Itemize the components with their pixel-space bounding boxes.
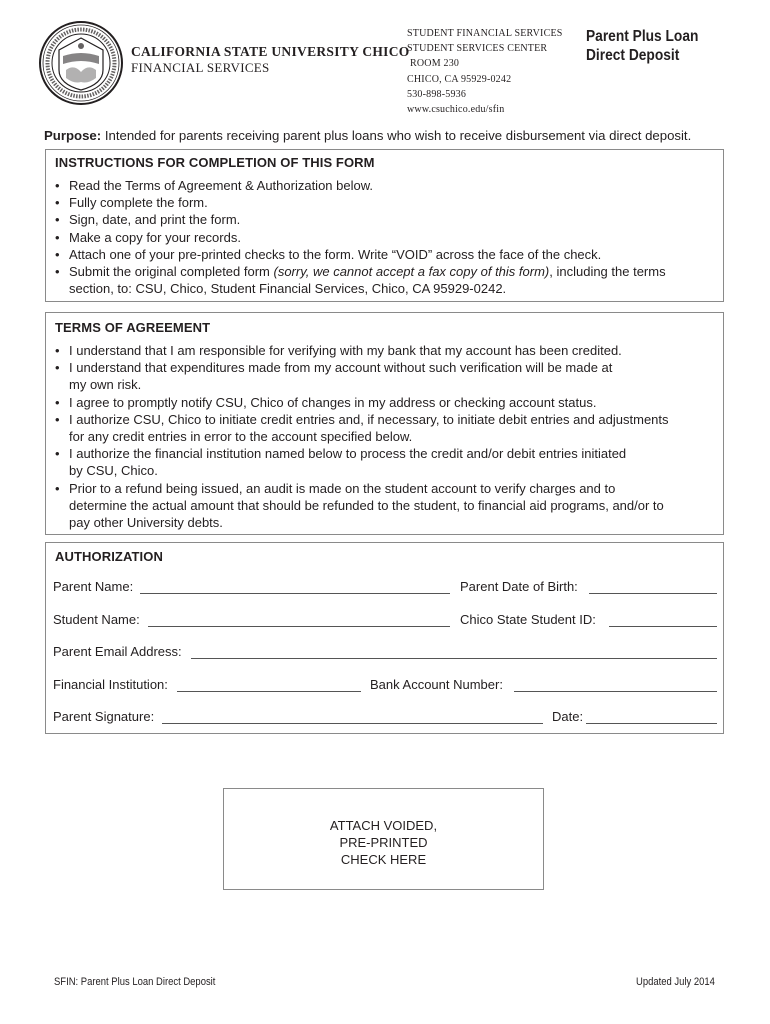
- bullet: •: [55, 446, 60, 462]
- parent-name-field[interactable]: [140, 593, 450, 594]
- instructions-section: [45, 149, 724, 302]
- address-line: 530-898-5936: [407, 88, 467, 100]
- terms-list: [55, 342, 715, 531]
- bank-account-label: Bank Account Number:: [370, 677, 503, 692]
- list-item: • I agree to promptly notify CSU, Chico of changes in my address or checking account status.: [55, 394, 597, 410]
- parent-dob-label: Parent Date of Birth:: [460, 579, 578, 594]
- bullet: •: [55, 212, 60, 228]
- list-item: • I understand that expenditures made from my account without such verification will be made at my own risk.: [55, 360, 613, 393]
- list-item: • I authorize the financial institution named below to process the credit and/or debit entries initiated by CSU, Chico.: [55, 446, 627, 479]
- instructions-heading: INSTRUCTIONS FOR COMPLETION OF THIS FORM: [55, 155, 375, 170]
- check-instruction-line: CHECK HERE: [340, 852, 427, 867]
- form-title-line: Parent Plus Loan: [586, 28, 699, 45]
- instructions-list: [55, 177, 715, 297]
- fax-note: (sorry, we cannot accept a fax copy of this form): [273, 264, 550, 280]
- university-seal-logo: [38, 20, 124, 106]
- university-name: CALIFORNIA STATE UNIVERSITY CHICO: [131, 44, 410, 59]
- bullet: •: [55, 394, 60, 410]
- bullet: •: [55, 264, 60, 280]
- list-item: • Attach one of your pre-printed checks to the form. Write “VOID” across the face of the check.: [55, 246, 602, 262]
- bullet: •: [55, 360, 60, 376]
- parent-email-field[interactable]: [191, 658, 717, 659]
- bullet: •: [55, 195, 60, 211]
- parent-signature-label: Parent Signature:: [53, 709, 155, 724]
- terms-heading: TERMS OF AGREEMENT: [55, 320, 211, 335]
- authorization-heading: AUTHORIZATION: [55, 549, 163, 564]
- bullet: •: [55, 246, 60, 262]
- office-address: [407, 26, 563, 117]
- student-name-field[interactable]: [148, 626, 450, 627]
- purpose-label: Purpose:: [44, 128, 102, 143]
- list-item: • Sign, date, and print the form.: [55, 212, 241, 228]
- form-title-line: Direct Deposit: [586, 47, 680, 64]
- list-item: • Prior to a refund being issued, an audit is made on the student account to verify charges and to determine the actual amount that should be refunded to the student, to financial aid programs, and/or to pay other University debts.: [55, 480, 664, 531]
- bullet: •: [55, 343, 60, 358]
- student-name-label: Student Name:: [53, 612, 140, 627]
- bullet: •: [55, 229, 60, 245]
- university-block: [131, 44, 410, 76]
- address-line: www.csuchico.edu/sfin: [407, 104, 505, 116]
- footer-form-name: SFIN: Parent Plus Loan Direct Deposit: [54, 976, 216, 988]
- list-item: • Make a copy for your records.: [55, 229, 241, 245]
- address-line: STUDENT SERVICES CENTER: [407, 43, 548, 55]
- attach-check-area: [223, 788, 544, 890]
- check-instruction-line: PRE-PRINTED: [339, 835, 428, 850]
- list-item: • Fully complete the form.: [55, 195, 208, 211]
- department-name: FINANCIAL SERVICES: [131, 60, 270, 75]
- bullet: •: [55, 178, 60, 193]
- address-line: CHICO, CA 95929-0242: [407, 73, 512, 85]
- purpose-statement: [44, 128, 691, 143]
- authorization-section: [45, 542, 724, 734]
- address-line: STUDENT FINANCIAL SERVICES: [407, 28, 563, 39]
- form-title: [586, 27, 698, 65]
- parent-name-label: Parent Name:: [53, 579, 134, 594]
- bank-account-field[interactable]: [514, 691, 717, 692]
- purpose-text: Intended for parents receiving parent plus loans who wish to receive disbursement via direct deposit.: [104, 128, 692, 143]
- date-label: Date:: [552, 709, 584, 724]
- list-item: • Read the Terms of Agreement & Authorization below.: [55, 178, 373, 193]
- list-item: • Submit the original completed form (sorry, we cannot accept a fax copy of this form), including the terms section, to: CSU, Chico, Student Financial Services, Chico, CA 95929-0242.: [55, 264, 666, 297]
- parent-dob-field[interactable]: [589, 593, 717, 594]
- list-item: • I authorize CSU, Chico to initiate credit entries and, if necessary, to initiate debit entries and adjustments for any credit entries in error to the account specified below.: [55, 411, 669, 445]
- footer-updated-date: Updated July 2014: [636, 976, 715, 988]
- bullet: •: [55, 480, 60, 496]
- student-id-label: Chico State Student ID:: [460, 612, 596, 627]
- date-field[interactable]: [586, 723, 717, 724]
- financial-institution-field[interactable]: [177, 691, 361, 692]
- financial-institution-label: Financial Institution:: [53, 677, 168, 692]
- list-item: • I understand that I am responsible for verifying with my bank that my account has been credited.: [55, 343, 622, 358]
- address-line: ROOM 230: [410, 58, 460, 70]
- parent-email-label: Parent Email Address:: [53, 644, 182, 659]
- parent-signature-field[interactable]: [162, 723, 543, 724]
- student-id-field[interactable]: [609, 626, 717, 627]
- terms-section: [45, 312, 724, 535]
- check-instruction-line: ATTACH VOIDED,: [329, 818, 438, 833]
- bullet: •: [55, 411, 60, 427]
